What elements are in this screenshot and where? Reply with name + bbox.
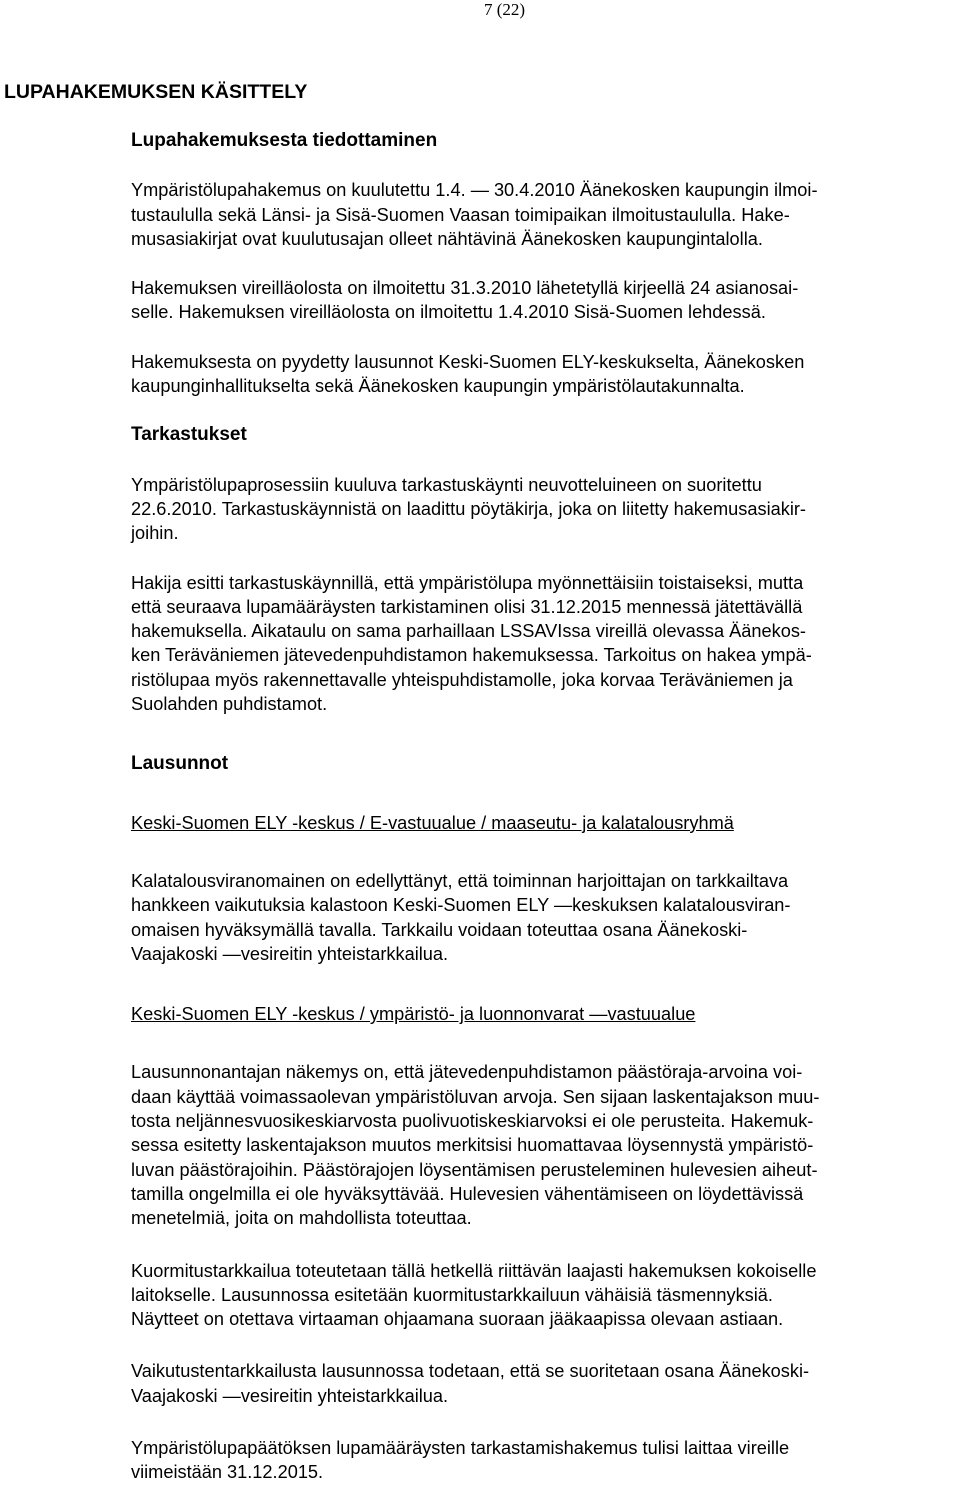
text-line: tustaululla sekä Länsi- ja Sisä-Suomen Vaasan toimipaikan ilmoitustaululla. Hake- — [131, 204, 790, 225]
section-heading-lausunnot: Lausunnot — [131, 753, 229, 775]
paragraph — [131, 1060, 946, 1230]
text-line: omaisen hyväksymällä tavalla. Tarkkailu voidaan toteuttaa osana Äänekoski- — [131, 919, 748, 940]
text-line: ken Teräväniemen jätevedenpuhdistamon hakemuksessa. Tarkoitus on hakea ympä- — [131, 645, 812, 666]
text-line: Lausunnonantajan näkemys on, että jätevedenpuhdistamon päästöraja-arvoina voi- — [131, 1062, 803, 1083]
paragraph — [131, 1359, 946, 1408]
text-line: että seuraava lupamääräysten tarkistaminen olisi 31.12.2015 mennessä jätettävällä — [131, 596, 803, 617]
text-line: Vaajakoski —vesireitin yhteistarkkailua. — [131, 943, 449, 964]
section-heading-tarkastukset: Tarkastukset — [131, 424, 247, 446]
text-line: laitokselle. Lausunnossa esitetään kuormitustarkkailuun vähäisiä täsmennyksiä. — [131, 1284, 773, 1305]
text-line: Hakija esitti tarkastuskäynnillä, että ympäristölupa myönnettäisiin toistaiseksi, mutta — [131, 572, 804, 593]
text-line: kaupunginhallitukselta sekä Äänekosken kaupungin ympäristölautakunnalta. — [131, 376, 745, 397]
text-line: menetelmiä, joita on mahdollista toteuttaa. — [131, 1208, 472, 1229]
text-line: Näytteet on otettava virtaaman ohjaamana suoraan jääkaapissa olevaan astiaan. — [131, 1309, 784, 1330]
paragraph — [131, 178, 946, 251]
text-line: viimeistään 31.12.2015. — [131, 1462, 324, 1483]
paragraph — [131, 571, 946, 717]
text-line: selle. Hakemuksen vireilläolosta on ilmoitettu 1.4.2010 Sisä-Suomen lehdessä. — [131, 302, 766, 323]
text-line: Ympäristölupapäätöksen lupamääräysten tarkastamishakemus tulisi laittaa vireille — [131, 1437, 790, 1458]
text-line: Kuormitustarkkailua toteutetaan tällä hetkellä riittävän laajasti hakemuksen kokoiselle — [131, 1260, 817, 1281]
text-line: hakemuksella. Aikataulu on sama parhaillaan LSSAVIssa vireillä olevassa Äänekos- — [131, 621, 806, 642]
text-line: ristölupaa myös rakennettavalle yhteispuhdistamolle, joka korvaa Teräväniemen ja — [131, 669, 793, 690]
text-line: 22.6.2010. Tarkastuskäynnistä on laadittu pöytäkirja, joka on liitetty hakemusasiakir- — [131, 498, 806, 519]
paragraph — [131, 276, 946, 325]
text-line: Ympäristölupahakemus on kuulutettu 1.4. — 30.4.2010 Äänekosken kaupungin ilmoi- — [131, 180, 818, 201]
paragraph — [131, 350, 946, 399]
text-line: Kalatalousviranomainen on edellyttänyt, että toiminnan harjoittajan on tarkkailtava — [131, 870, 789, 891]
page-number: 7 (22) — [484, 0, 526, 19]
text-line: Ympäristölupaprosessiin kuuluva tarkastuskäynti neuvotteluineen on suoritettu — [131, 474, 762, 495]
text-line: Hakemuksen vireilläolosta on ilmoitettu 31.3.2010 lähetetyllä kirjeellä 24 asianosai- — [131, 278, 799, 299]
paragraph — [131, 1259, 946, 1332]
text-line: Vaajakoski —vesireitin yhteistarkkailua. — [131, 1385, 449, 1406]
text-line: daan käyttää voimassaolevan ympäristöluvan arvoja. Sen sijaan laskentajakson muu- — [131, 1086, 820, 1107]
subheading-ely-kalatalous: Keski-Suomen ELY -keskus / E-vastuualue / maaseutu- ja kalatalousryhmä — [131, 812, 734, 833]
document-title: LUPAHAKEMUKSEN KÄSITTELY — [4, 81, 308, 103]
paragraph — [131, 1436, 946, 1485]
paragraph — [131, 869, 946, 966]
text-line: Vaikutustentarkkailusta lausunnossa todetaan, että se suoritetaan osana Äänekoski- — [131, 1361, 810, 1382]
text-line: Suolahden puhdistamot. — [131, 694, 328, 715]
text-line: musasiakirjat ovat kuulutusajan olleet nähtävinä Äänekosken kaupungintalolla. — [131, 228, 763, 249]
paragraph — [131, 473, 946, 546]
text-line: Hakemuksesta on pyydetty lausunnot Keski-Suomen ELY-keskukselta, Äänekosken — [131, 351, 805, 372]
text-line: luvan päästörajoihin. Päästörajojen löysentämisen perusteleminen hulevesien aiheut- — [131, 1159, 818, 1180]
text-line: tamilla ongelmilla ei ole hyväksyttävää. Hulevesien vähentämiseen on löydettävissä — [131, 1183, 804, 1204]
text-line: joihin. — [131, 523, 179, 544]
text-line: tosta neljännesvuosikeskiarvosta puolivuotiskeskiarvoksi ei ole perusteita. Hakemuk- — [131, 1111, 814, 1132]
section-heading-tiedottaminen: Lupahakemuksesta tiedottaminen — [131, 130, 438, 151]
subheading-ely-ymparisto: Keski-Suomen ELY -keskus / ympäristö- ja luonnonvarat —vastuualue — [131, 1004, 696, 1025]
text-line: sessa esitetty laskentajakson muutos merkitsisi huomattavaa löysennystä ympäristö- — [131, 1135, 814, 1156]
document-body — [131, 129, 946, 1485]
text-line: hankkeen vaikutuksia kalastoon Keski-Suomen ELY —keskuksen kalatalousviran- — [131, 895, 791, 916]
